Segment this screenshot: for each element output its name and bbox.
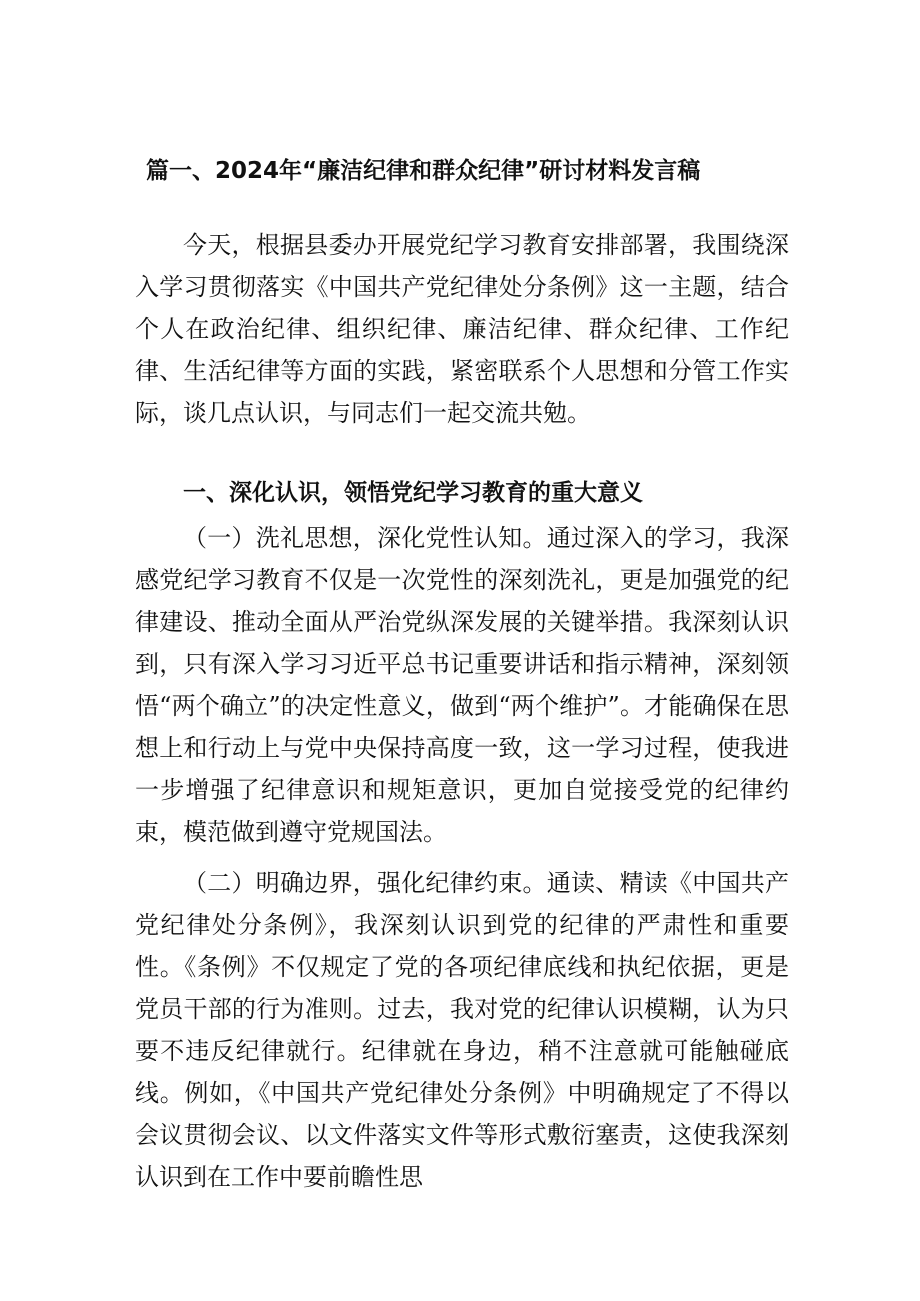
section-one-heading: 一、深化认识，领悟党纪学习教育的重大意义 <box>183 480 643 506</box>
item-two-paragraph: （二）明确边界，强化纪律约束。通读、精读《中国共产党纪律处分条例》，我深刻认识到党的纪律的严肃性和重要性。《条例》不仅规定了党的各项纪律底线和执纪依据，更是党员干部的行为准则。过去，我对党的纪律认识模糊，认为只要不违反纪律就行。纪律就在身边，稍不注意就可能触碰底线。例如，《中国共产党纪律处分条例》中明确规定了不得以会议贯彻会议、以文件落实文件等形式敷衍塞责，这使我深刻认识到在工作中要前瞻性思 <box>135 869 789 1191</box>
document-title: 篇一、2024年“廉洁纪律和群众纪律”研讨材料发言稿 <box>146 158 701 184</box>
item-one-paragraph: （一）洗礼思想，深化党性认知。通过深入的学习，我深感党纪学习教育不仅是一次党性的深刻洗礼，更是加强党的纪律建设、推动全面从严治党纵深发展的关键举措。我深刻认识到，只有深入学习习近平总书记重要讲话和指示精神，深刻领悟“两个确立”的决定性意义，做到“两个维护”。才能确保在思想上和行动上与党中央保持高度一致，这一学习过程，使我进一步增强了纪律意识和规矩意识，更加自觉接受党的纪律约束，模范做到遵守党规国法。 <box>135 524 789 846</box>
intro-paragraph: 今天，根据县委办开展党纪学习教育安排部署，我围绕深入学习贯彻落实《中国共产党纪律处分条例》这一主题，结合个人在政治纪律、组织纪律、廉洁纪律、群众纪律、工作纪律、生活纪律等方面的实践，紧密联系个人思想和分管工作实际，谈几点认识，与同志们一起交流共勉。 <box>135 231 789 427</box>
